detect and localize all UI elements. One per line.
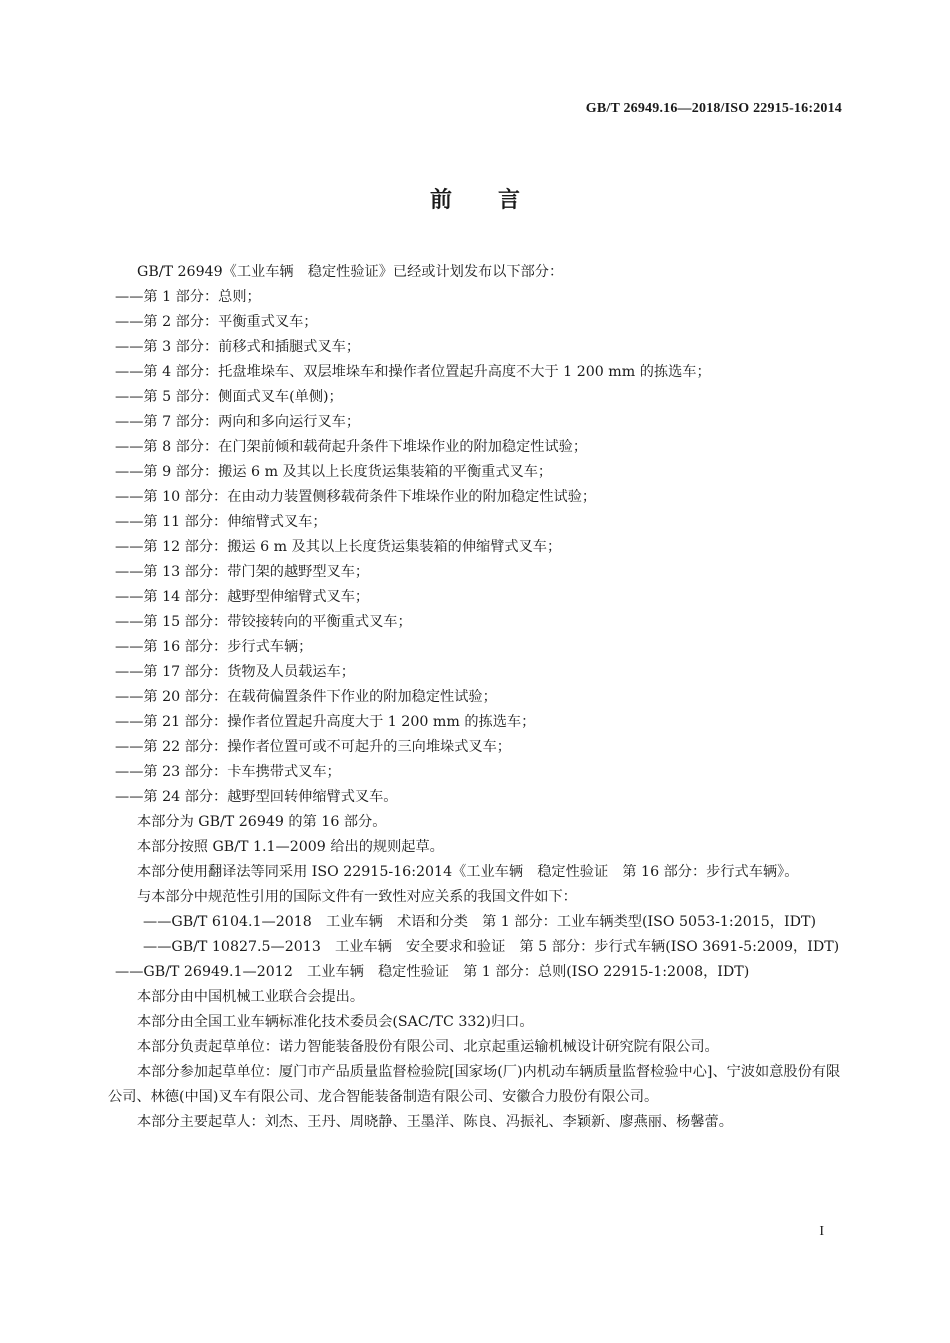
list-item: ——第 20 部分：在载荷偏置条件下作业的附加稳定性试验；: [115, 689, 497, 705]
translation-statement: 本部分使用翻译法等同采用 ISO 22915-16:2014《工业车辆 稳定性验证 第 16 部分：步行式车辆》。: [137, 864, 799, 880]
list-item: ——第 12 部分：搬运 6 m 及其以上长度货运集装箱的伸缩臂式叉车；: [115, 539, 562, 555]
list-item: ——第 10 部分：在由动力装置侧移载荷条件下堆垛作业的附加稳定性试验；: [115, 489, 597, 505]
drafting-rules-statement: 本部分按照 GB/T 1.1—2009 给出的规则起草。: [137, 839, 444, 855]
list-item: ——第 23 部分：卡车携带式叉车；: [115, 764, 341, 780]
list-item: ——第 22 部分：操作者位置可或不可起升的三向堆垛式叉车；: [115, 739, 511, 755]
correspondence-intro: 与本部分中规范性引用的国际文件有一致性对应关系的我国文件如下：: [137, 889, 577, 905]
list-item: ——第 1 部分：总则；: [115, 289, 261, 305]
list-item: ——第 8 部分：在门架前倾和载荷起升条件下堆垛作业的附加稳定性试验；: [115, 439, 588, 455]
list-item: ——第 21 部分：操作者位置起升高度大于 1 200 mm 的拣选车；: [115, 714, 536, 730]
list-item: ——第 15 部分：带铰接转向的平衡重式叉车；: [115, 614, 412, 630]
committee-statement: 本部分由全国工业车辆标准化技术委员会(SAC/TC 332)归口。: [137, 1014, 534, 1030]
page-number: I: [819, 1224, 824, 1239]
list-item: ——第 16 部分：步行式车辆；: [115, 639, 313, 655]
document-body: [108, 260, 844, 1135]
list-item: ——第 2 部分：平衡重式叉车；: [115, 314, 318, 330]
list-item: ——第 7 部分：两向和多向运行叉车；: [115, 414, 361, 430]
standard-code-header: GB/T 26949.16—2018/ISO 22915-16:2014: [585, 101, 842, 116]
page-title: 前言: [429, 188, 566, 213]
reference-item: ——GB/T 10827.5—2013 工业车辆 安全要求和验证 第 5 部分：步行式车辆(ISO 3691-5:2009，IDT): [143, 939, 840, 955]
lead-drafters-statement: 本部分负责起草单位：诺力智能装备股份有限公司、北京起重运输机械设计研究院有限公司。: [137, 1039, 719, 1055]
list-item: ——第 17 部分：货物及人员载运车；: [115, 664, 355, 680]
proposer-statement: 本部分由中国机械工业联合会提出。: [137, 989, 365, 1005]
list-item: ——第 13 部分：带门架的越野型叉车；: [115, 564, 370, 580]
reference-item: ——GB/T 26949.1—2012 工业车辆 稳定性验证 第 1 部分：总则(ISO 22915-1:2008，IDT): [115, 964, 750, 980]
reference-item: ——GB/T 6104.1—2018 工业车辆 术语和分类 第 1 部分：工业车辆类型(ISO 5053-1:2015，IDT): [143, 914, 816, 930]
list-item: ——第 5 部分：侧面式叉车(单侧)；: [115, 389, 343, 405]
list-item: ——第 9 部分：搬运 6 m 及其以上长度货运集装箱的平衡重式叉车；: [115, 464, 553, 480]
intro-paragraph: GB/T 26949《工业车辆 稳定性验证》已经或计划发布以下部分：: [137, 264, 564, 280]
list-item: ——第 3 部分：前移式和插腿式叉车；: [115, 339, 361, 355]
list-item: ——第 24 部分：越野型回转伸缩臂式叉车。: [115, 789, 398, 805]
list-item: ——第 11 部分：伸缩臂式叉车；: [115, 514, 327, 530]
list-item: ——第 14 部分：越野型伸缩臂式叉车；: [115, 589, 370, 605]
list-item: ——第 4 部分：托盘堆垛车、双层堆垛车和操作者位置起升高度不大于 1 200 mm 的拣选车；: [115, 364, 711, 380]
participating-drafters-statement: 本部分参加起草单位：厦门市产品质量监督检验院[国家场(厂)内机动车辆质量监督检验中心]、宁波如意股份有限公司、林德(中国)叉车有限公司、龙合智能装备制造有限公司、安徽合力股份有限公司。: [108, 1064, 841, 1105]
main-authors-statement: 本部分主要起草人：刘杰、王丹、周晓静、王墨洋、陈良、冯振礼、李颖新、廖燕丽、杨馨蕾。: [137, 1114, 733, 1130]
part-of-statement: 本部分为 GB/T 26949 的第 16 部分。: [137, 814, 387, 830]
